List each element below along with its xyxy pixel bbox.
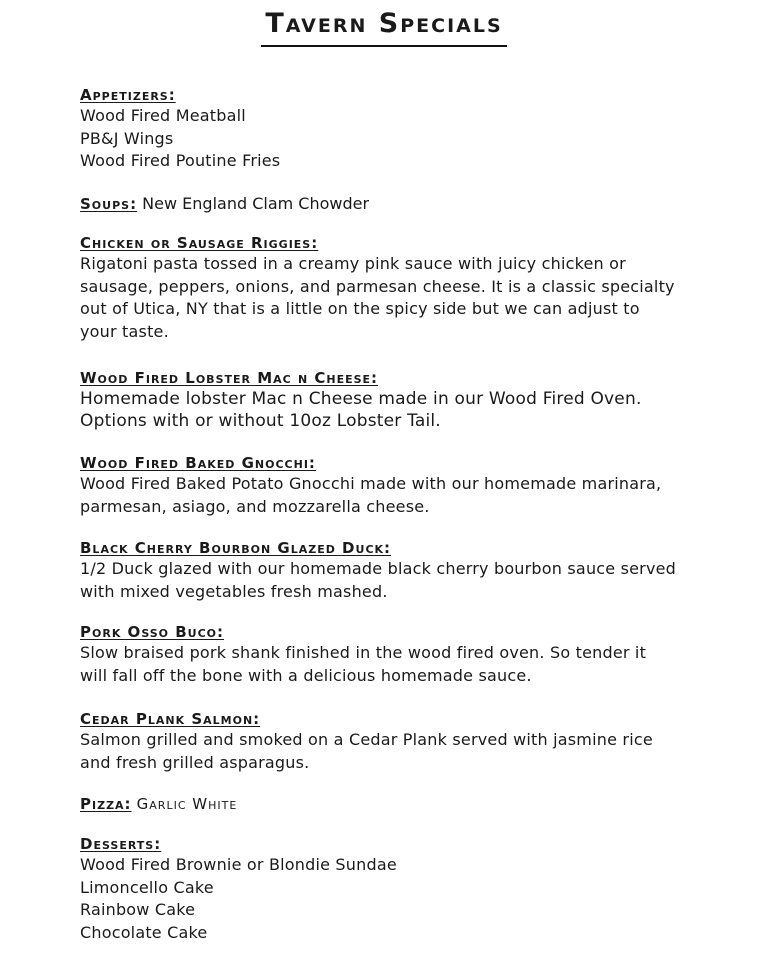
menu-item: Wood Fired Brownie or Blondie Sundae bbox=[80, 855, 397, 874]
osso-buco-section bbox=[80, 622, 690, 687]
description-line: your taste. bbox=[80, 321, 169, 341]
appetizers-section bbox=[80, 85, 690, 173]
menu-item: Wood Fired Poutine Fries bbox=[80, 151, 281, 170]
soups-heading: Soups: bbox=[80, 195, 138, 213]
pizza-text: Garlic White bbox=[136, 795, 238, 813]
description-line: Wood Fired Baked Potato Gnocchi made with our homemade marinara, bbox=[80, 474, 662, 493]
description-line: out of Utica, NY that is a little on the spicy side but we can adjust to bbox=[80, 299, 640, 318]
duck-section bbox=[80, 538, 690, 603]
description-line: Rigatoni pasta tossed in a creamy pink sauce with juicy chicken or bbox=[80, 254, 626, 273]
page-title: Tavern Specials bbox=[0, 4, 768, 47]
duck-heading: Black Cherry Bourbon Glazed Duck: bbox=[80, 539, 392, 557]
duck-description bbox=[80, 558, 690, 603]
lobster-section bbox=[80, 368, 690, 432]
description-line: Slow braised pork shank finished in the wood fired oven. So tender it bbox=[80, 643, 647, 662]
salmon-heading: Cedar Plank Salmon: bbox=[80, 710, 261, 728]
description-line: with mixed vegetables fresh mashed. bbox=[80, 581, 388, 601]
description-line: sausage, peppers, onions, and parmesan cheese. It is a classic specialty bbox=[80, 276, 675, 296]
riggies-description bbox=[80, 253, 690, 343]
riggies-section bbox=[80, 233, 690, 343]
description-line: Options with or without 10oz Lobster Tail. bbox=[80, 411, 441, 431]
lobster-heading: Wood Fired Lobster Mac n Cheese: bbox=[80, 369, 379, 387]
menu-item: Limoncello Cake bbox=[80, 877, 214, 897]
salmon-section bbox=[80, 709, 690, 774]
osso-buco-description bbox=[80, 642, 690, 687]
description-line: parmesan, asiago, and mozzarella cheese. bbox=[80, 496, 430, 516]
desserts-section bbox=[80, 834, 690, 944]
pizza-heading: Pizza: bbox=[80, 795, 132, 813]
gnocchi-heading: Wood Fired Baked Gnocchi: bbox=[80, 454, 316, 472]
riggies-heading: Chicken or Sausage Riggies: bbox=[80, 234, 319, 252]
menu-item: Rainbow Cake bbox=[80, 900, 196, 919]
gnocchi-description bbox=[80, 473, 690, 518]
desserts-list bbox=[80, 854, 690, 944]
salmon-description bbox=[80, 729, 690, 774]
description-line: Homemade lobster Mac n Cheese made in our Wood Fired Oven. bbox=[80, 389, 642, 409]
soups-text: New England Clam Chowder bbox=[142, 194, 370, 213]
soups-section bbox=[80, 194, 690, 214]
appetizers-list bbox=[80, 105, 690, 173]
description-line: Salmon grilled and smoked on a Cedar Plank served with jasmine rice bbox=[80, 730, 653, 749]
desserts-heading: Desserts: bbox=[80, 835, 162, 853]
pizza-section bbox=[80, 794, 690, 814]
osso-buco-heading: Pork Osso Buco: bbox=[80, 623, 225, 641]
menu-item: Chocolate Cake bbox=[80, 922, 208, 942]
description-line: and fresh grilled asparagus. bbox=[80, 752, 310, 772]
description-line: will fall off the bone with a delicious homemade sauce. bbox=[80, 665, 532, 685]
appetizers-heading: Appetizers: bbox=[80, 86, 176, 104]
menu-item: PB&J Wings bbox=[80, 128, 174, 148]
menu-item: Wood Fired Meatball bbox=[80, 106, 246, 125]
description-line: 1/2 Duck glazed with our homemade black cherry bourbon sauce served bbox=[80, 559, 677, 578]
lobster-description bbox=[80, 388, 690, 432]
gnocchi-section bbox=[80, 453, 690, 518]
